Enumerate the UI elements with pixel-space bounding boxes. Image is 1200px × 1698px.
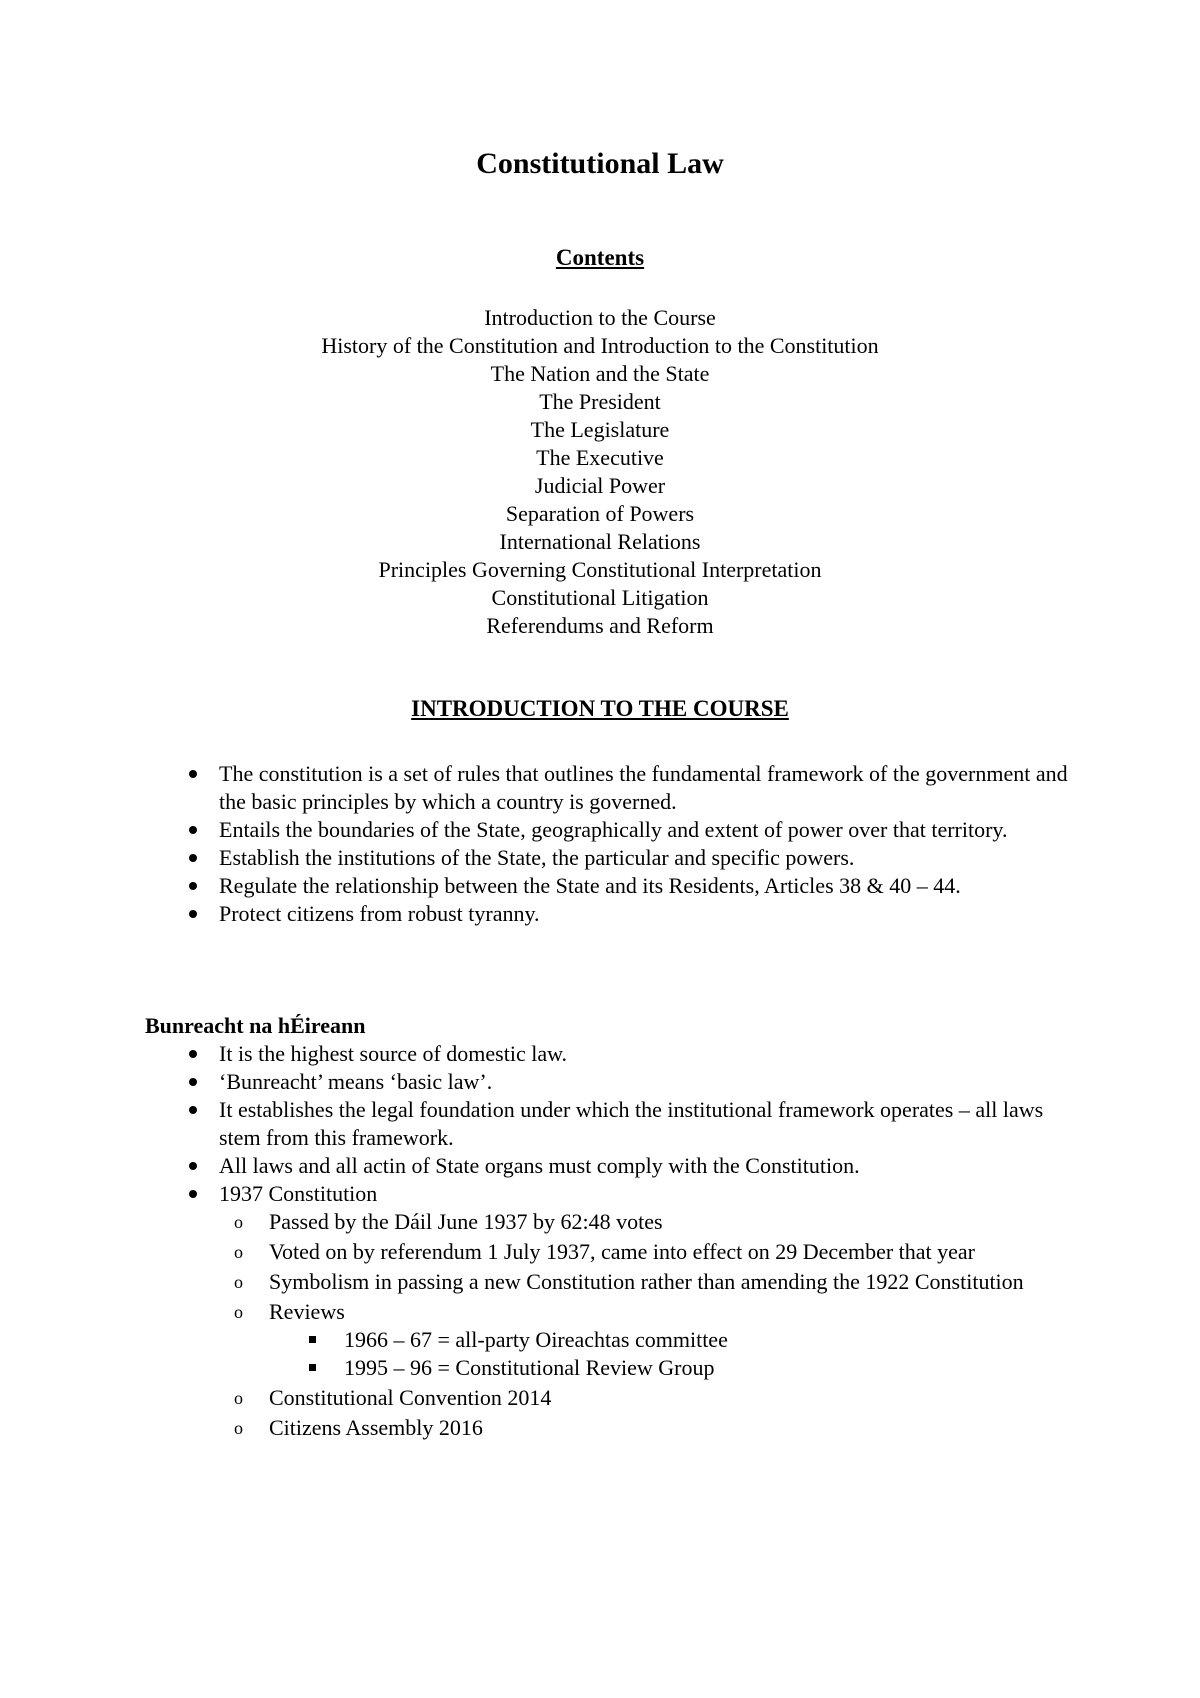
list-item-text: ‘Bunreacht’ means ‘basic law’. bbox=[219, 1069, 493, 1094]
contents-heading: Contents bbox=[555, 245, 645, 270]
list-item-text: Establish the institutions of the State, the particular and specific powers. bbox=[219, 845, 855, 870]
list-item-text: Regulate the relationship between the State and its Residents, Articles 38 & 40 – 44. bbox=[219, 873, 961, 898]
toc-item: Separation of Powers bbox=[505, 501, 695, 526]
toc-item: International Relations bbox=[499, 529, 701, 554]
bullet-icon bbox=[189, 854, 197, 862]
list-item-text: Protect citizens from robust tyranny. bbox=[219, 901, 540, 926]
toc-item: The President bbox=[539, 389, 661, 414]
sub-list-item bbox=[234, 1268, 1069, 1296]
sub-list-item bbox=[234, 1238, 1069, 1266]
list-item-text: All laws and all actin of State organs must comply with the Constitution. bbox=[219, 1153, 860, 1178]
circle-bullet-icon: o bbox=[234, 1388, 243, 1408]
square-bullet-icon bbox=[309, 1336, 316, 1343]
toc-item: The Nation and the State bbox=[490, 361, 710, 386]
list-item bbox=[189, 760, 1069, 816]
list-item-text: Entails the boundaries of the State, geographically and extent of power over that territory. bbox=[219, 817, 1008, 842]
list-item-text: 1966 – 67 = all-party Oireachtas committee bbox=[344, 1327, 728, 1352]
bullet-icon bbox=[189, 770, 197, 778]
constitution-1937-sub-list bbox=[189, 1208, 1069, 1442]
toc-item: The Executive bbox=[536, 445, 664, 470]
sub-list-item bbox=[234, 1298, 1069, 1382]
toc-item: Introduction to the Course bbox=[484, 305, 716, 330]
toc-item: Referendums and Reform bbox=[486, 613, 714, 638]
bullet-icon bbox=[189, 1078, 197, 1086]
intro-section-heading: INTRODUCTION TO THE COURSE bbox=[411, 696, 789, 721]
table-of-contents bbox=[0, 304, 1200, 640]
bullet-icon bbox=[189, 1106, 197, 1114]
list-item-text: Citizens Assembly 2016 bbox=[269, 1415, 483, 1440]
list-item bbox=[189, 872, 1069, 900]
toc-item: Constitutional Litigation bbox=[491, 585, 709, 610]
sub-sub-list-item bbox=[309, 1354, 1069, 1382]
toc-item: Principles Governing Constitutional Interpretation bbox=[378, 557, 822, 582]
toc-item: Judicial Power bbox=[534, 473, 666, 498]
list-item bbox=[189, 1096, 1069, 1152]
list-item-text: Constitutional Convention 2014 bbox=[269, 1385, 552, 1410]
bullet-icon bbox=[189, 826, 197, 834]
list-item-text: Symbolism in passing a new Constitution rather than amending the 1922 Constitution bbox=[269, 1269, 1024, 1294]
document-title: Constitutional Law bbox=[476, 147, 724, 180]
circle-bullet-icon: o bbox=[234, 1212, 243, 1232]
bullet-icon bbox=[189, 1190, 197, 1198]
list-item-text: It is the highest source of domestic law. bbox=[219, 1041, 568, 1066]
sub-list-item bbox=[234, 1208, 1069, 1236]
toc-item: History of the Constitution and Introduction to the Constitution bbox=[321, 333, 879, 358]
bunreacht-bullet-list bbox=[189, 1040, 1069, 1208]
list-item bbox=[189, 1040, 1069, 1068]
square-bullet-icon bbox=[309, 1364, 316, 1371]
circle-bullet-icon: o bbox=[234, 1272, 243, 1292]
list-item bbox=[189, 1068, 1069, 1096]
sub-sub-list-item bbox=[309, 1326, 1069, 1354]
bullet-icon bbox=[189, 1050, 197, 1058]
list-item bbox=[189, 1152, 1069, 1180]
list-item bbox=[189, 900, 1069, 928]
list-item bbox=[189, 816, 1069, 844]
list-item-text: It establishes the legal foundation under which the institutional framework operates – all laws stem from this framework. bbox=[219, 1097, 1044, 1150]
sub-list-item bbox=[234, 1384, 1069, 1412]
list-item-text: Passed by the Dáil June 1937 by 62:48 votes bbox=[269, 1209, 663, 1234]
list-item-text: Voted on by referendum 1 July 1937, came into effect on 29 December that year bbox=[269, 1239, 976, 1264]
bullet-icon bbox=[189, 882, 197, 890]
circle-bullet-icon: o bbox=[234, 1242, 243, 1262]
list-item-text: 1995 – 96 = Constitutional Review Group bbox=[344, 1355, 715, 1380]
bunreacht-heading: Bunreacht na hÉireann bbox=[145, 1013, 366, 1038]
list-item-text: Reviews bbox=[269, 1299, 345, 1324]
bullet-icon bbox=[189, 1162, 197, 1170]
reviews-sub-list bbox=[269, 1326, 1069, 1382]
intro-bullet-list bbox=[189, 760, 1069, 928]
list-item-text: 1937 Constitution bbox=[219, 1181, 378, 1206]
toc-item: The Legislature bbox=[530, 417, 670, 442]
list-item bbox=[189, 1180, 1069, 1208]
list-item-text: The constitution is a set of rules that outlines the fundamental framework of the government and the basic principles by which a country is governed. bbox=[219, 761, 1068, 814]
sub-list-item bbox=[234, 1414, 1069, 1442]
bullet-icon bbox=[189, 910, 197, 918]
circle-bullet-icon: o bbox=[234, 1302, 243, 1322]
circle-bullet-icon: o bbox=[234, 1418, 243, 1438]
list-item bbox=[189, 844, 1069, 872]
